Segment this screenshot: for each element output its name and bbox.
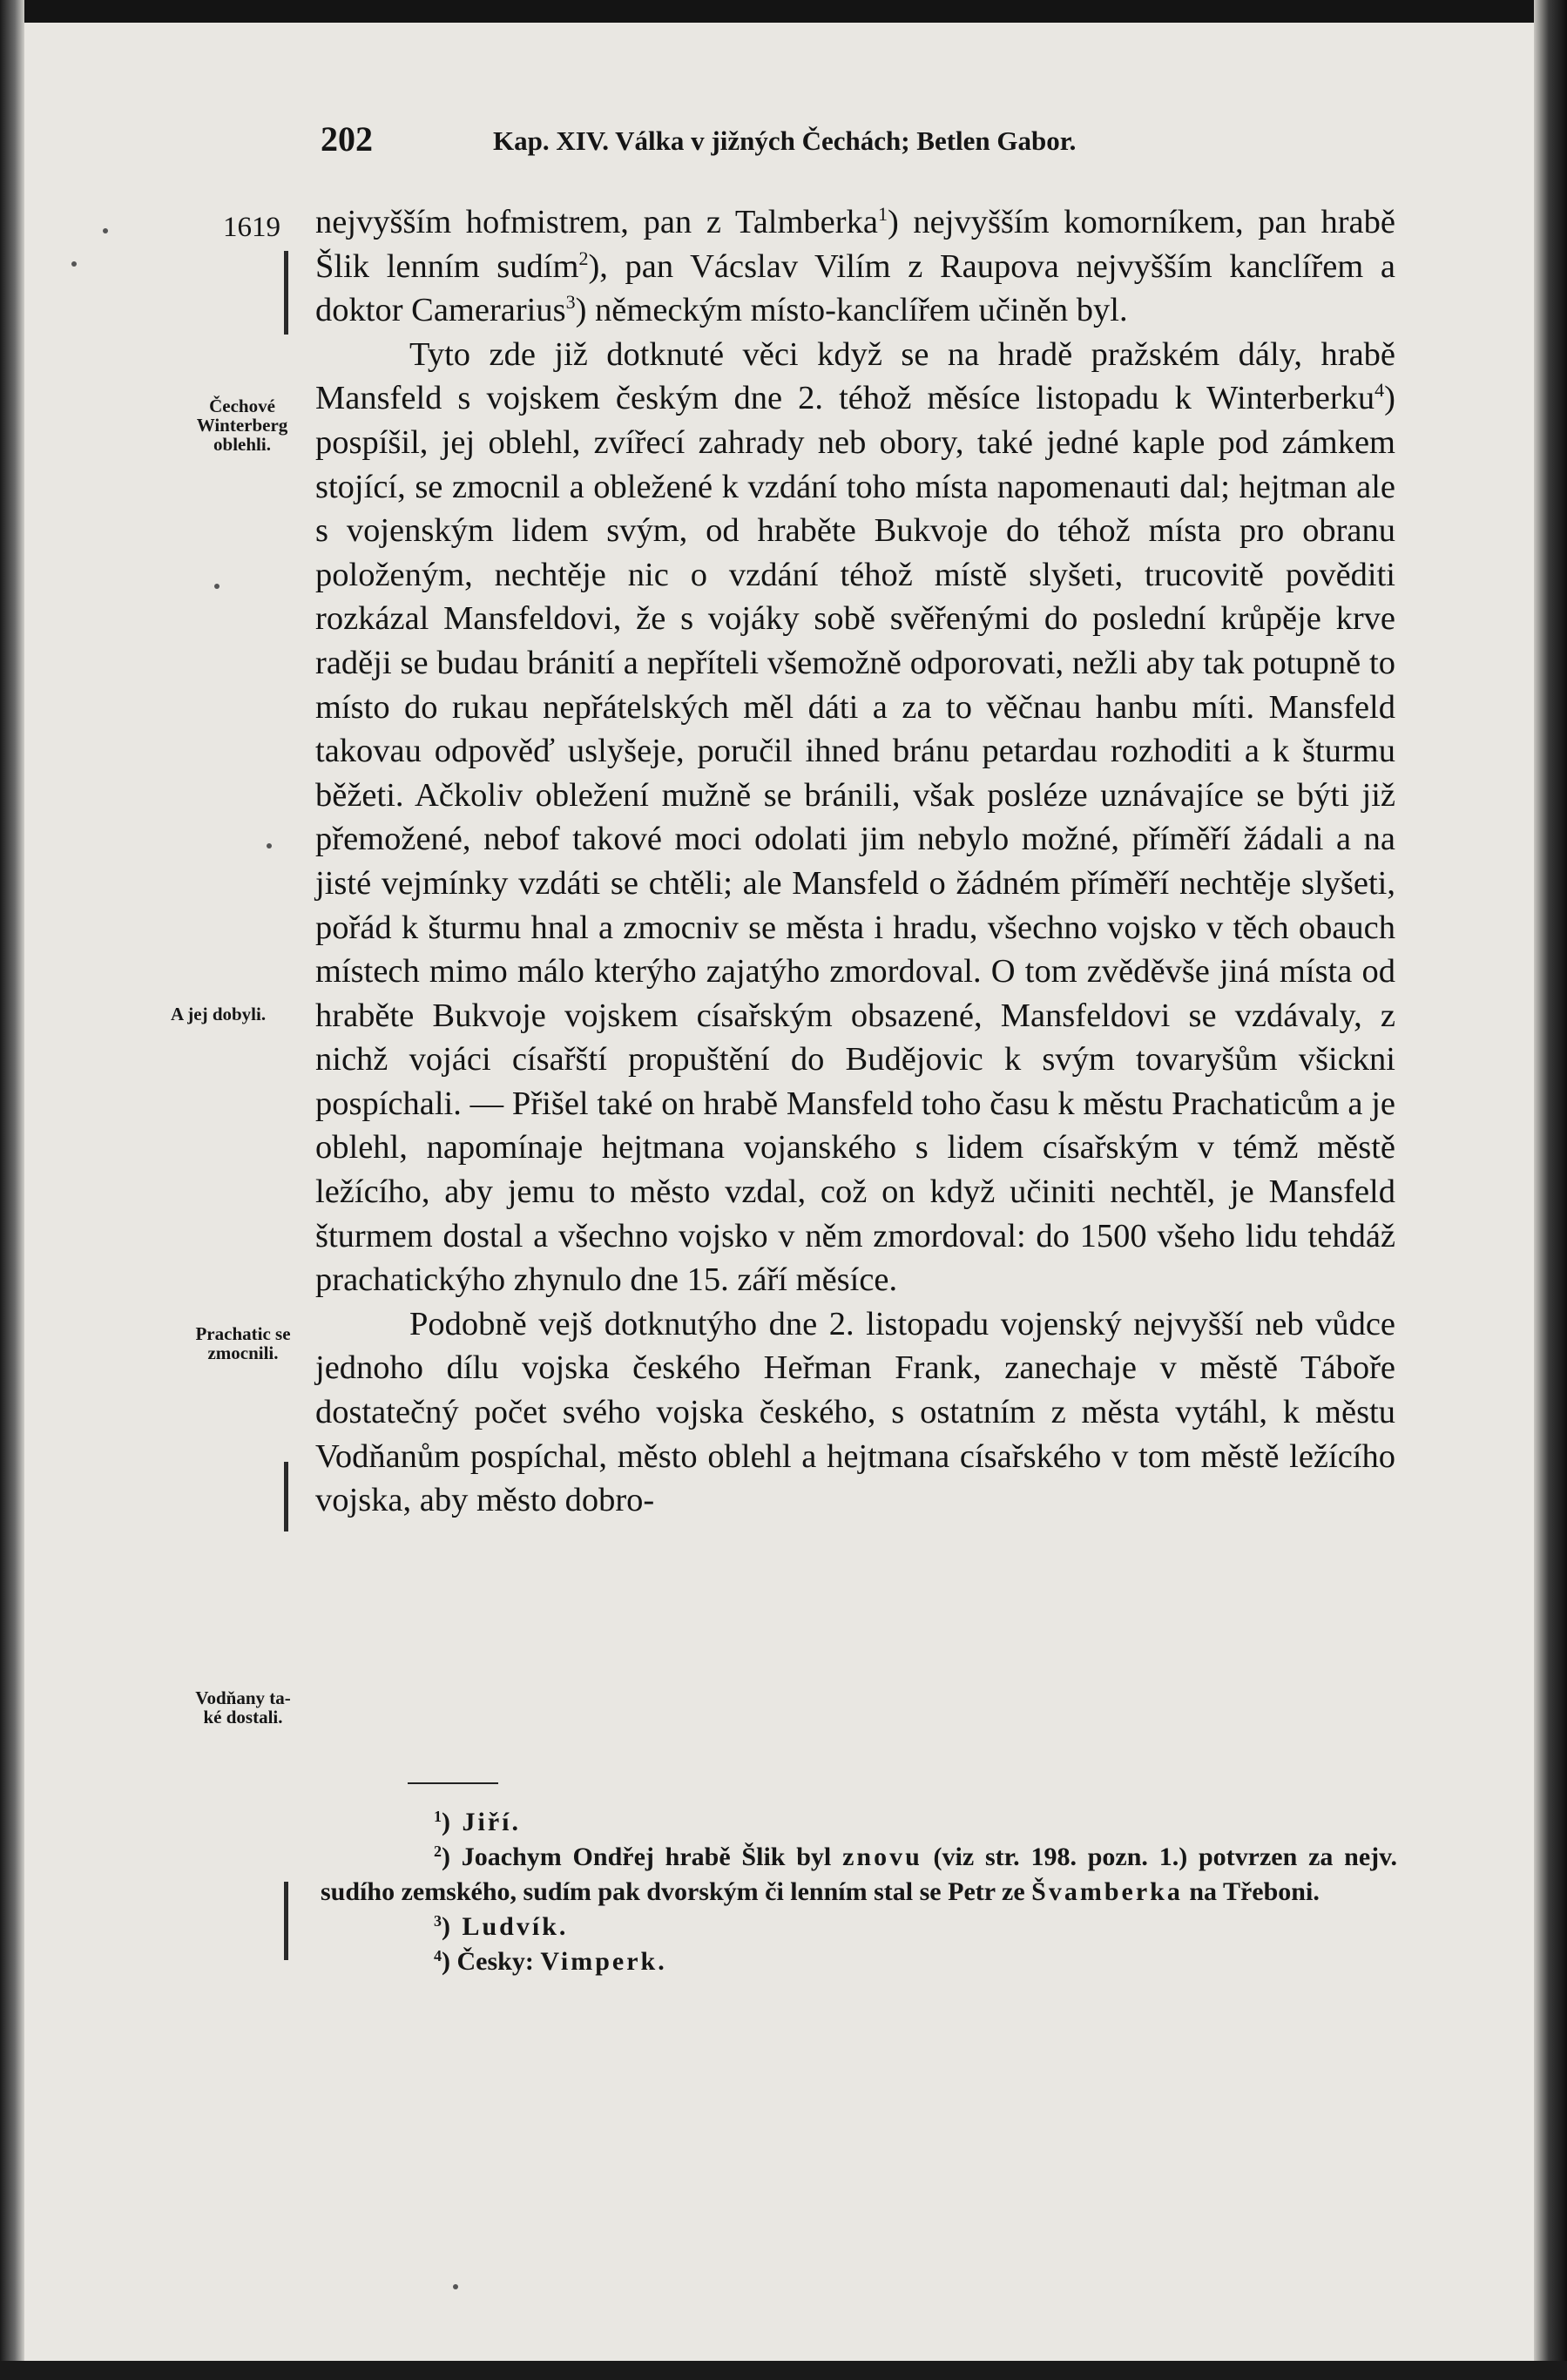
margin-note-line: zmocnili. xyxy=(207,1342,279,1363)
footnote-1: $^1$) Jiří. xyxy=(434,1808,521,1836)
footnote-rule xyxy=(408,1782,498,1784)
scan-speck xyxy=(71,261,77,267)
footnote-ref: 4 xyxy=(1375,379,1385,402)
scan-speck xyxy=(214,584,220,589)
footnote-4: $^4$) Česky: Vimperk. xyxy=(434,1947,667,1976)
margin-note-prachatice xyxy=(171,1324,315,1362)
footnote-ref: 1 xyxy=(877,203,888,225)
footnote-ref: 2 xyxy=(578,247,589,269)
paragraph-2: Tyto zde již dotknuté věci když se na hradě pražském dály, hrabě Mansfeld s vojskem českým dne 2. téhož měsíce listopadu k Winterberku$^4$) pospíšil, jej oblehl, zvířecí zahrady neb obory, také jedné kaple pod zámkem stojící, se zmocnil a obležené k vzdání toho místa napomenauti dal; hejtman ale s vojenským lidem svým, od hraběte Bukvoje do téhož místa pro obranu položeným, nechtěje nic o vzdání téhož místě slyšeti, trucovitě pověditi rozkázal Mansfeldovi, že s vojáky sobě svěřenými do poslední krůpěje krve raději se budau bránití a nepříteli všemožně odporovati, nežli aby tak potupně to místo do rukau nepřátelských měl dáti a za to věčnau hanbu míti. Mansfeld takovau odpověď uslyšeje, poručil ihned bránu petardau rozhoditi a k šturmu běžeti. Ačkoliv obležení mužně se bránili, však posléze uznávajíce se býti již přemožené, nebof takové moci odolati jim nebylo možné, příměří žádali a na jisté vejmínky vzdáti se chtěli; ale Mansfeld o žádném příměří nechtěje slyšeti, pořád k šturmu hnal a zmocniv se města i hradu, všechno vojsko v těch obauch místech mimo málo kterýho zajatýho zmordoval. O tom zvěděvše jiná místa od hraběte Bukvoje vojskem císařským obsazené, Mansfeldovi se vzdávaly, z nichž vojáci císařští propuštění do Budějovic k svým tovaryšům všickni pospíchali. — Přišel také on hrabě Mansfeld toho času k městu Prachaticům a je oblehl, napomínaje hejtmana vojanského s lidem císařským v témž městě ležícího, aby jemu to město vzdal, což on když učiniti nechtěl, je Mansfeld šturmem dostal a všechno vojsko v něm zmordoval: do 1500 všeho lidu tehdáž prachatickýho zhynulo dne 15. září měsíce. xyxy=(315,335,1395,1299)
page-number: 202 xyxy=(321,119,373,159)
scan-speck xyxy=(453,2284,458,2289)
margin-note-line: ké dostali. xyxy=(203,1707,283,1728)
margin-mark xyxy=(284,1882,288,1960)
margin-note-line: Vodňany ta- xyxy=(195,1687,291,1708)
scan-edge-top xyxy=(0,0,1567,23)
scan-speck xyxy=(103,228,108,233)
paragraph-1: nejvyšším hofmistrem, pan z Talmberka$^1$) nejvyšším komorníkem, pan hrabě Šlik lenním sudím$^2$), pan Vácslav Vilím z Raupova nejvyšším kanclířem a doktor Camerarius$^3$) německým místo-kanclířem učiněn byl. xyxy=(315,203,1395,329)
margin-mark xyxy=(284,251,288,335)
margin-year: 1619 xyxy=(223,212,280,243)
scan-edge-left xyxy=(0,0,24,2380)
footnote-2: $^2$) Joachym Ondřej hrabě Šlik byl znovu (viz str. 198. pozn. 1.) potvrzen za nejv. sudího zemského, sudím pak dvorským či lenním stal se Petr ze Švamberka na Třeboni. xyxy=(321,1842,1397,1906)
footnotes xyxy=(321,1805,1397,1979)
running-header xyxy=(321,118,1226,162)
margin-note-line: Winterberg xyxy=(196,415,288,436)
footnote-ref: 3 xyxy=(565,291,576,314)
margin-note-line: Čechové xyxy=(209,396,275,416)
scan-speck xyxy=(267,843,272,849)
main-text xyxy=(315,200,1395,1523)
scan-edge-right xyxy=(1534,0,1567,2380)
footnote-3: $^3$) Ludvík. xyxy=(434,1912,569,1941)
margin-note-dobyli xyxy=(171,1004,315,1024)
scan-edge-bottom xyxy=(0,2361,1567,2380)
margin-mark xyxy=(284,1462,288,1531)
margin-note-line: Prachatic se xyxy=(195,1323,291,1344)
margin-note-winterberg xyxy=(172,396,312,454)
margin-note-line: oblehli. xyxy=(213,434,271,455)
margin-note-line: A jej dobyli. xyxy=(171,1004,267,1024)
running-title: Kap. XIV. Válka v jižných Čechách; Betlen Gabor. xyxy=(493,125,1077,156)
margin-note-vodnany xyxy=(171,1688,315,1727)
paragraph-3: Podobně vejš dotknutýho dne 2. listopadu vojenský nejvyšší neb vůdce jednoho dílu vojska českého Heřman Frank, zanechaje v městě Táboře dostatečný počet svého vojska českého, s ostatním z města vytáhl, k městu Vodňanům pospíchal, město oblehl a hejtmana císařského v tom městě ležícího vojska, aby město dobro- xyxy=(315,1305,1395,1519)
